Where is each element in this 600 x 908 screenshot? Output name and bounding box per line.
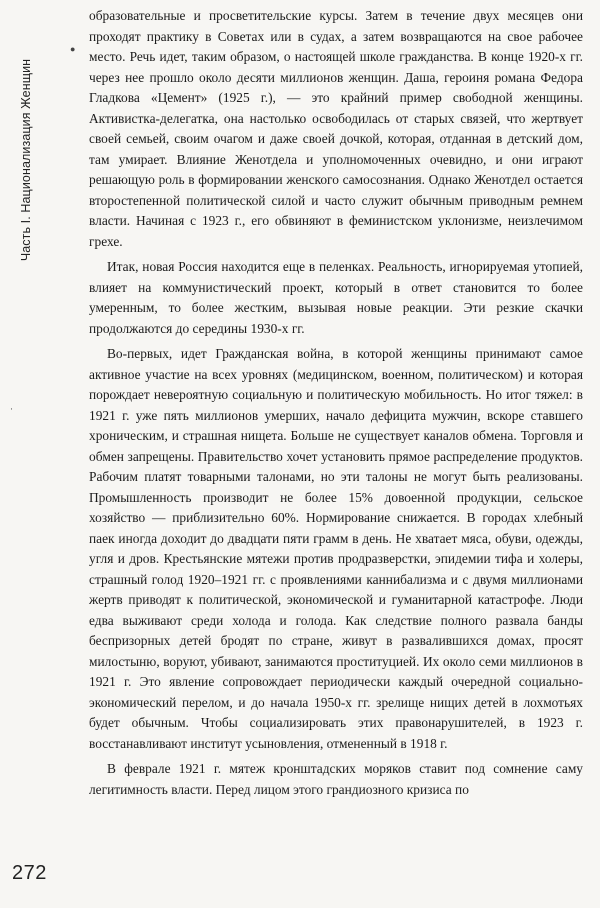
paragraph: Итак, новая Россия находится еще в пеленках. Реальность, игнорируемая утопией, влияет на коммунистический проект, который в ответ становится то более умеренным, то более жестким, вызывая новые реакции. Эти резкие скачки продолжаются до середины 1930-х гг. <box>89 259 583 336</box>
margin-mark: ● <box>70 44 76 54</box>
body-text <box>89 6 583 805</box>
running-header-text: Часть I. Национализация Женщин <box>19 58 34 262</box>
paragraph: Во-первых, идет Гражданская война, в которой женщины принимают самое активное участие на всех уровнях (медицинском, военном, политическом) и которая порождает невероятную социальную и политическую мобильность. Но итог тяжел: в 1921 г. уже пять миллионов умерших, начало дефицита мужчин, вскоре ставшего хроническим, и страшная нищета. Больше не существует каналов обмена. Торговля и обмен запрещены. Правительство хочет установить прямое распределение продуктов. Рабочим платят товарными талонами, но эти талоны не могут быть реализованы. Промышленность производит не более 15% довоенной продукции, сельское хозяйство — приблизительно 60%. Нормирование снижается. В городах хлебный паек иногда доходит до двадцати пяти грамм в день. Не хватает мяса, обуви, одежды, угля и дров. Крестьянские мятежи против продразверстки, эпидемии тифа и холеры, страшный голод 1920–1921 гг. с проявлениями каннибализма и с двумя миллионами жертв приводят к политической, экономической и гуманитарной катастрофе. Люди едва выживают среди холода и голода. Как следствие полного развала банды беспризорных детей бродят по стране, живут в развалившихся домах, просят милостыню, воруют, убивают, занимаются проституцией. Их около семи миллионов в 1921 г. Это явление сопровождает периодически каждый очередной социально-экономический перелом, и до начала 1950-х гг. зрелище нищих детей в лохмотьях будет обычным. Чтобы социализировать этих правонарушителей, в 1923 г. восстанавливают институт усыновления, отмененный в 1918 г. <box>89 346 583 751</box>
paragraph: В феврале 1921 г. мятеж кронштадских моряков ставит под сомнение саму легитимность власти. Перед лицом этого грандиозного кризиса по <box>89 761 583 797</box>
running-header <box>16 30 36 290</box>
paragraph: образовательные и просветительские курсы. Затем в течение двух месяцев они проходят практику в Советах или в судах, а затем возвращаются на свое рабочее место. Речь идет, таким образом, о настоящей школе гражданства. В конце 1920-х гг. через нее прошло около десяти миллионов женщин. Даша, героиня романа Федора Гладкова «Цемент» (1925 г.), — это крайний пример свободной женщины. Активистка-делегатка, она настолько освободилась от старых связей, что жертвует своей семьей, своим очагом и даже своей дочкой, которая, отданная в детский дом, там умирает. Влияние Женотдела и уполномоченных очевидно, и они играют решающую роль в формировании женского самосознания. Однако Женотдел остается второстепенной политической силой и часто служит обычным приводным ремнем власти. Начиная с 1923 г., его обвиняют в феминистском уклонизме, неизлечимом грехе. <box>89 8 583 249</box>
page-number: 272 <box>12 862 47 884</box>
margin-mark: · <box>10 404 13 414</box>
